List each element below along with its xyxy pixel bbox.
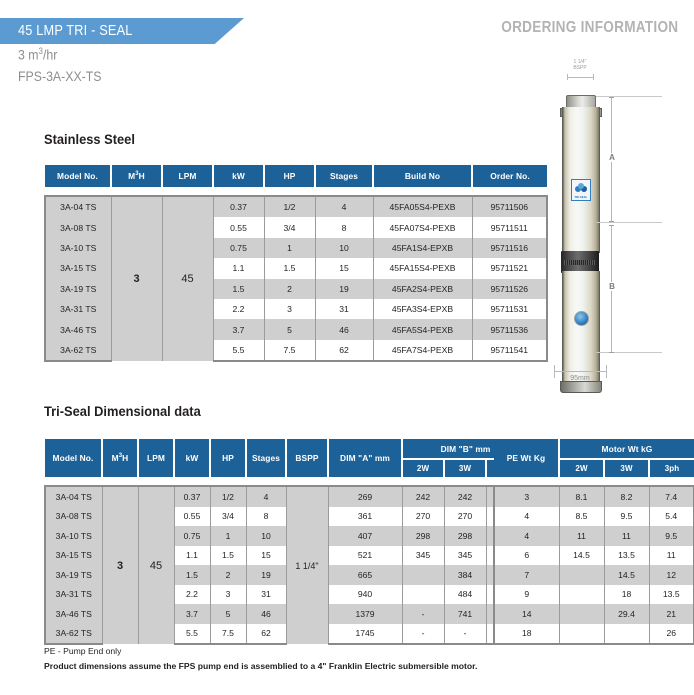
cell-hp: 3 bbox=[264, 299, 315, 319]
cell-dim-a: 940 bbox=[328, 585, 402, 605]
cell-stages: 46 bbox=[315, 319, 373, 339]
col-build-no: Build No bbox=[373, 164, 472, 188]
cell-kw: 3.7 bbox=[213, 319, 264, 339]
cell-motor-3ph: 12 bbox=[649, 565, 694, 585]
dimension-label-a: A bbox=[604, 153, 620, 162]
dimension-lead-middle bbox=[596, 222, 662, 223]
logo-text: TRI-SEAL bbox=[574, 196, 588, 199]
cell-build-no: 45FA7S4-PEXB bbox=[373, 340, 472, 361]
bspp-callout-label bbox=[556, 60, 604, 72]
pump-mid-coupling bbox=[561, 251, 599, 273]
cell-hp: 2 bbox=[210, 565, 246, 585]
col-stages: Stages bbox=[246, 438, 286, 478]
bspp-thread-text: BSPP bbox=[573, 64, 587, 71]
cell-pe-wt-kg: 18 bbox=[494, 624, 559, 645]
cell-stages: 62 bbox=[246, 624, 286, 645]
width-dimension-label: 95mm bbox=[570, 375, 590, 382]
dimensional-table-right bbox=[493, 437, 694, 645]
dimension-lead-bottom bbox=[596, 352, 662, 353]
cell-model-no: 3A-19 TS bbox=[45, 279, 111, 299]
cell-kw: 0.75 bbox=[174, 526, 210, 546]
col-model-no: Model No. bbox=[45, 164, 111, 188]
cell-motor-3ph: 21 bbox=[649, 604, 694, 624]
cell-model-no: 3A-31 TS bbox=[45, 585, 102, 605]
col-order-no: Order No. bbox=[472, 164, 547, 188]
cell-order-no: 95711516 bbox=[472, 238, 547, 258]
dim-header-row-1 bbox=[45, 438, 528, 459]
cell-stages: 15 bbox=[315, 258, 373, 278]
cell-stages: 4 bbox=[246, 486, 286, 507]
cell-hp: 1/2 bbox=[264, 196, 315, 217]
cell-model-no: 3A-46 TS bbox=[45, 604, 102, 624]
cell-stages: 31 bbox=[315, 299, 373, 319]
cell-dim-a: 361 bbox=[328, 507, 402, 527]
table-row bbox=[494, 546, 694, 566]
dim-tick-a-bottom bbox=[609, 221, 614, 222]
col-dim-a: DIM "A" mm bbox=[328, 438, 402, 478]
cell-model-no: 3A-15 TS bbox=[45, 258, 111, 278]
footnote-dimensions: Product dimensions assume the FPS pump end is assemblied to a 4" Franklin Electric submersible motor. bbox=[44, 661, 478, 671]
pump-lower-casing bbox=[562, 271, 600, 383]
cell-pe-wt-kg: 4 bbox=[494, 526, 559, 546]
cell-hp: 3/4 bbox=[210, 507, 246, 527]
cell-stages: 15 bbox=[246, 546, 286, 566]
cell-build-no: 45FA2S4-PEXB bbox=[373, 279, 472, 299]
cell-build-no: 45FA3S4-EPXB bbox=[373, 299, 472, 319]
cell-motor-2w bbox=[559, 585, 604, 605]
cell-dim-b-3w: 298 bbox=[444, 526, 486, 546]
col-m3h: $M^3H$ bbox=[102, 438, 138, 478]
col-dim-b-group: DIM "B" mm bbox=[402, 438, 528, 459]
cell-order-no: 95711531 bbox=[472, 299, 547, 319]
tri-seal-logo-badge bbox=[571, 179, 591, 201]
cell-dim-b-3w: 242 bbox=[444, 486, 486, 507]
cell-motor-3w: 9.5 bbox=[604, 507, 649, 527]
cell-motor-3w: 14.5 bbox=[604, 565, 649, 585]
cell-order-no: 95711511 bbox=[472, 217, 547, 237]
cell-model-no: 3A-15 TS bbox=[45, 546, 102, 566]
cell-stages: 10 bbox=[246, 526, 286, 546]
cell-dim-a: 521 bbox=[328, 546, 402, 566]
cell-hp: 1.5 bbox=[210, 546, 246, 566]
cell-model-no: 3A-08 TS bbox=[45, 507, 102, 527]
cell-build-no: 45FA5S4-PEXB bbox=[373, 319, 472, 339]
cell-pe-wt-kg: 4 bbox=[494, 507, 559, 527]
cell-model-no: 3A-62 TS bbox=[45, 624, 102, 645]
cell-model-no: 3A-10 TS bbox=[45, 238, 111, 258]
cell-motor-2w bbox=[559, 624, 604, 645]
cell-kw: 5.5 bbox=[213, 340, 264, 361]
dimensional-table-right-body bbox=[494, 486, 694, 644]
cell-hp: 1/2 bbox=[210, 486, 246, 507]
cell-dim-b-3w: 384 bbox=[444, 565, 486, 585]
flow-rate-suffix: /hr bbox=[42, 46, 58, 63]
flow-rate-label bbox=[18, 46, 57, 63]
cell-stages: 19 bbox=[315, 279, 373, 299]
cell-hp: 1.5 bbox=[264, 258, 315, 278]
stainless-steel-section-title: Stainless Steel bbox=[44, 131, 135, 147]
cell-dim-b-3w: 484 bbox=[444, 585, 486, 605]
col-motor-2w: 2W bbox=[559, 459, 604, 478]
water-drops-icon bbox=[575, 183, 587, 193]
bspp-tick-right bbox=[593, 74, 594, 80]
cell-kw: 0.75 bbox=[213, 238, 264, 258]
col-pe-wt-kg: PE Wt Kg bbox=[494, 438, 559, 478]
cell-pe-wt-kg: 9 bbox=[494, 585, 559, 605]
cell-order-no: 95711526 bbox=[472, 279, 547, 299]
table-row bbox=[494, 507, 694, 527]
cell-model-no: 3A-62 TS bbox=[45, 340, 111, 361]
cell-model-no: 3A-31 TS bbox=[45, 299, 111, 319]
cell-model-no: 3A-46 TS bbox=[45, 319, 111, 339]
bspp-tick-left bbox=[567, 74, 568, 80]
cell-dim-a: 269 bbox=[328, 486, 402, 507]
cell-dim-b-2w: 270 bbox=[402, 507, 444, 527]
cell-order-no: 95711541 bbox=[472, 340, 547, 361]
cell-hp: 3 bbox=[210, 585, 246, 605]
bspp-size-text: 1 1/4" bbox=[573, 59, 587, 65]
cell-motor-3ph: 13.5 bbox=[649, 585, 694, 605]
table-row bbox=[494, 565, 694, 585]
col-model-no: Model No. bbox=[45, 438, 102, 478]
cell-motor-2w: 11 bbox=[559, 526, 604, 546]
cell-dim-b-3w: 270 bbox=[444, 507, 486, 527]
dimension-label-b: B bbox=[604, 282, 620, 291]
col-dim-b-3w: 3W bbox=[444, 459, 486, 478]
pump-body-illustration bbox=[562, 95, 598, 353]
cell-model-no: 3A-04 TS bbox=[45, 486, 102, 507]
cell-motor-3ph: 5.4 bbox=[649, 507, 694, 527]
dimension-lead-top bbox=[596, 96, 662, 97]
cell-build-no: 45FA15S4-PEXB bbox=[373, 258, 472, 278]
cell-hp: 5 bbox=[264, 319, 315, 339]
header-body-gap bbox=[494, 478, 694, 486]
cell-lpm: 45 bbox=[138, 486, 174, 644]
cell-kw: 2.2 bbox=[174, 585, 210, 605]
cell-m3h: 3 bbox=[111, 196, 162, 361]
cell-motor-2w bbox=[559, 565, 604, 585]
ordering-information-title: ORDERING INFORMATION bbox=[500, 19, 678, 36]
table-row bbox=[45, 486, 528, 507]
cell-kw: 1.1 bbox=[174, 546, 210, 566]
bspp-dimension-line bbox=[567, 77, 593, 78]
col-dim-b-2w: 2W bbox=[402, 459, 444, 478]
stainless-steel-table bbox=[44, 163, 548, 362]
col-hp: HP bbox=[210, 438, 246, 478]
header-body-gap bbox=[45, 188, 547, 196]
col-motor-3w: 3W bbox=[604, 459, 649, 478]
table-row bbox=[494, 526, 694, 546]
cell-kw: 0.55 bbox=[174, 507, 210, 527]
cell-m3h: 3 bbox=[102, 486, 138, 644]
cell-dim-b-3w: - bbox=[444, 624, 486, 645]
stainless-steel-table-body bbox=[45, 196, 547, 361]
page-title: 45 LMP TRI - SEAL bbox=[18, 23, 133, 39]
cell-stages: 62 bbox=[315, 340, 373, 361]
table-header-row bbox=[45, 164, 547, 188]
col-motor-3ph: 3ph bbox=[649, 459, 694, 478]
cell-stages: 8 bbox=[315, 217, 373, 237]
cell-build-no: 45FA05S4-PEXB bbox=[373, 196, 472, 217]
cell-dim-a: 1745 bbox=[328, 624, 402, 645]
motor-badge-icon bbox=[574, 311, 589, 326]
cell-stages: 19 bbox=[246, 565, 286, 585]
cell-motor-3ph: 26 bbox=[649, 624, 694, 645]
cell-stages: 46 bbox=[246, 604, 286, 624]
dim-tick-a-top bbox=[609, 97, 614, 98]
cell-kw: 0.55 bbox=[213, 217, 264, 237]
cell-dim-a: 665 bbox=[328, 565, 402, 585]
pump-base bbox=[560, 381, 602, 393]
table-row bbox=[494, 585, 694, 605]
cell-motor-2w: 8.5 bbox=[559, 507, 604, 527]
width-tick-right bbox=[606, 365, 607, 378]
table-row bbox=[494, 604, 694, 624]
dim-tick-b-bottom bbox=[609, 352, 614, 353]
cell-kw: 0.37 bbox=[213, 196, 264, 217]
cell-kw: 2.2 bbox=[213, 299, 264, 319]
model-code-label: FPS-3A-XX-TS bbox=[18, 68, 102, 84]
cell-hp: 1 bbox=[210, 526, 246, 546]
cell-hp: 5 bbox=[210, 604, 246, 624]
cell-motor-3ph: 7.4 bbox=[649, 486, 694, 507]
cell-dim-b-3w: 741 bbox=[444, 604, 486, 624]
cell-motor-3w: 13.5 bbox=[604, 546, 649, 566]
cell-motor-2w: 8.1 bbox=[559, 486, 604, 507]
cell-dim-b-2w: 298 bbox=[402, 526, 444, 546]
cell-model-no: 3A-08 TS bbox=[45, 217, 111, 237]
cell-motor-2w bbox=[559, 604, 604, 624]
cell-motor-3w: 11 bbox=[604, 526, 649, 546]
dim-tick-b-top bbox=[609, 225, 614, 226]
cell-model-no: 3A-04 TS bbox=[45, 196, 111, 217]
cell-dim-b-2w: 242 bbox=[402, 486, 444, 507]
cell-dim-b-2w bbox=[402, 585, 444, 605]
cell-build-no: 45FA1S4-EPXB bbox=[373, 238, 472, 258]
cell-pe-wt-kg: 6 bbox=[494, 546, 559, 566]
table-row bbox=[494, 624, 694, 645]
cell-dim-a: 407 bbox=[328, 526, 402, 546]
cell-motor-3w bbox=[604, 624, 649, 645]
cell-motor-3ph: 11 bbox=[649, 546, 694, 566]
cell-kw: 1.5 bbox=[174, 565, 210, 585]
dimensional-table-left-body bbox=[45, 486, 528, 644]
cell-motor-3w: 8.2 bbox=[604, 486, 649, 507]
col-m3h: $M^3H$ bbox=[111, 164, 162, 188]
cell-hp: 7.5 bbox=[264, 340, 315, 361]
width-dimension-line bbox=[554, 371, 606, 372]
cell-bspp: 1 1/4" bbox=[286, 486, 328, 644]
cell-build-no: 45FA07S4-PEXB bbox=[373, 217, 472, 237]
col-lpm: LPM bbox=[162, 164, 213, 188]
table-row bbox=[494, 486, 694, 507]
footnote-pe: PE - Pump End only bbox=[44, 646, 122, 656]
flow-rate-prefix: 3 m bbox=[18, 46, 39, 63]
header-body-gap bbox=[45, 478, 528, 486]
cell-dim-b-2w: - bbox=[402, 624, 444, 645]
cell-model-no: 3A-19 TS bbox=[45, 565, 102, 585]
cell-pe-wt-kg: 7 bbox=[494, 565, 559, 585]
pump-diagram bbox=[500, 55, 694, 395]
col-stages: Stages bbox=[315, 164, 373, 188]
cell-kw: 1.5 bbox=[213, 279, 264, 299]
cell-kw: 5.5 bbox=[174, 624, 210, 645]
cell-dim-b-2w: - bbox=[402, 604, 444, 624]
table-row bbox=[45, 196, 547, 217]
cell-model-no: 3A-10 TS bbox=[45, 526, 102, 546]
cell-pe-wt-kg: 3 bbox=[494, 486, 559, 507]
cell-dim-a: 1379 bbox=[328, 604, 402, 624]
cell-hp: 7.5 bbox=[210, 624, 246, 645]
cell-order-no: 95711521 bbox=[472, 258, 547, 278]
dimensional-table-left bbox=[44, 437, 529, 645]
col-kw: kW bbox=[213, 164, 264, 188]
cell-kw: 1.1 bbox=[213, 258, 264, 278]
dimensional-section-title: Tri-Seal Dimensional data bbox=[44, 403, 201, 419]
cell-stages: 10 bbox=[315, 238, 373, 258]
cell-kw: 3.7 bbox=[174, 604, 210, 624]
cell-order-no: 95711536 bbox=[472, 319, 547, 339]
cell-dim-b-2w: 345 bbox=[402, 546, 444, 566]
cell-motor-3ph: 9.5 bbox=[649, 526, 694, 546]
cell-stages: 4 bbox=[315, 196, 373, 217]
flow-rate-exponent: 3 bbox=[38, 46, 43, 56]
page-title-banner bbox=[0, 18, 244, 44]
col-bspp: BSPP bbox=[286, 438, 328, 478]
cell-hp: 1 bbox=[264, 238, 315, 258]
dim-right-header-row-1 bbox=[494, 438, 694, 459]
cell-dim-b-2w bbox=[402, 565, 444, 585]
cell-motor-2w: 14.5 bbox=[559, 546, 604, 566]
cell-order-no: 95711506 bbox=[472, 196, 547, 217]
col-kw: kW bbox=[174, 438, 210, 478]
cell-dim-b-3w: 345 bbox=[444, 546, 486, 566]
cell-motor-3w: 29.4 bbox=[604, 604, 649, 624]
cell-lpm: 45 bbox=[162, 196, 213, 361]
cell-hp: 2 bbox=[264, 279, 315, 299]
col-lpm: LPM bbox=[138, 438, 174, 478]
cell-hp: 3/4 bbox=[264, 217, 315, 237]
cell-kw: 0.37 bbox=[174, 486, 210, 507]
cell-stages: 8 bbox=[246, 507, 286, 527]
cell-pe-wt-kg: 14 bbox=[494, 604, 559, 624]
col-hp: HP bbox=[264, 164, 315, 188]
col-motor-wt-group: Motor Wt kG bbox=[559, 438, 694, 459]
cell-motor-3w: 18 bbox=[604, 585, 649, 605]
cell-stages: 31 bbox=[246, 585, 286, 605]
